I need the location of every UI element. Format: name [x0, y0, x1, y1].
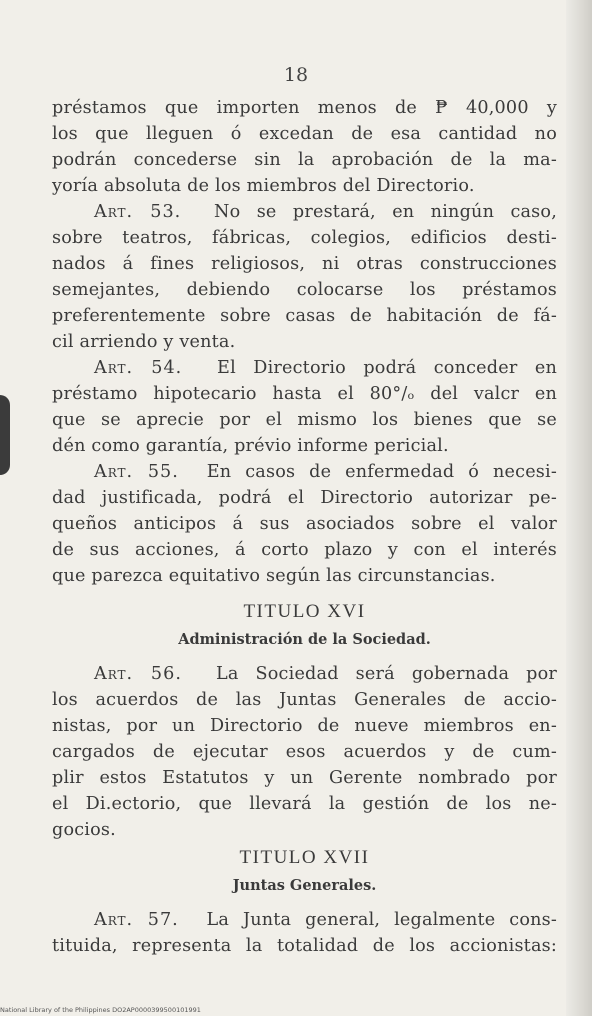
article-text: La Sociedad será gobernada por: [215, 664, 557, 684]
text-line: [52, 459, 557, 485]
article-53: [52, 199, 557, 355]
section-subtitle: Juntas Generales.: [232, 877, 377, 894]
text-line: dad justificada, podrá el Directorio autorizar pe-: [52, 488, 557, 508]
text-line: préstamos que importen menos de ₱ 40,000 y: [52, 98, 557, 118]
text-line: que parezca equitativo según las circunstancias.: [52, 566, 496, 586]
article-text: El Directorio podrá conceder en: [217, 358, 557, 378]
article-label: Art. 55.: [94, 462, 179, 482]
text-line: [52, 661, 557, 687]
document-body: [52, 95, 557, 959]
spacer: [52, 653, 557, 661]
text-line: sobre teatros, fábricas, colegios, edificios desti-: [52, 228, 557, 248]
section-title: TITULO XVII: [239, 847, 370, 868]
text-line: gocios.: [52, 820, 116, 840]
text-line: [52, 355, 557, 381]
article-text: En casos de enfermedad ó necesi-: [206, 462, 558, 482]
text-line: tituida, representa la totalidad de los accionistas:: [52, 936, 557, 956]
text-line: nistas, por un Directorio de nueve miembros en-: [52, 716, 557, 736]
text-line: que se aprecie por el mismo los bienes que se: [52, 410, 557, 430]
text-line: dén como garantía, prévio informe pericial.: [52, 436, 449, 456]
text-line: preferentemente sobre casas de habitación de fá-: [52, 306, 557, 326]
page-number: 18: [283, 64, 309, 86]
section-title: TITULO XVI: [243, 601, 366, 622]
article-text: No se prestará, en ningún caso,: [213, 202, 558, 222]
library-footer: National Library of the Philippines DO2AP0000399500101991: [0, 1006, 201, 1014]
text-line: yoría absoluta de los miembros del Directorio.: [52, 176, 475, 196]
spacer: [52, 899, 557, 907]
article-label: Art. 54.: [94, 358, 183, 378]
text-line: queños anticipos á sus asociados sobre el valor: [52, 514, 557, 534]
text-line: cil arriendo y venta.: [52, 332, 236, 352]
article-text: La Junta general, legalmente cons-: [206, 910, 558, 930]
text-line: de sus acciones, á corto plazo y con el interés: [52, 540, 557, 560]
text-line: el Di.ectorio, que llevará la gestión de los ne-: [52, 794, 557, 814]
article-label: Art. 56.: [94, 664, 182, 684]
text-line: cargados de ejecutar esos acuerdos y de cum-: [52, 742, 557, 762]
article-57: [52, 907, 557, 959]
text-line: podrán concederse sin la aprobación de la ma-: [52, 150, 557, 170]
text-line: [52, 907, 557, 933]
article-label: Art. 53.: [94, 202, 182, 222]
text-line: los acuerdos de las Juntas Generales de accio-: [52, 690, 557, 710]
article-55: [52, 459, 557, 589]
text-line: nados á fines religiosos, ni otras construcciones: [52, 254, 557, 274]
text-line: préstamo hipotecario hasta el 80°/ₒ del valcr en: [52, 384, 557, 404]
page-edge-shadow: [566, 0, 592, 1016]
binding-mark: [0, 395, 10, 475]
text-line: plir estos Estatutos y un Gerente nombrado por: [52, 768, 557, 788]
section-subtitle: Administración de la Sociedad.: [178, 631, 431, 648]
text-line: los que lleguen ó excedan de esa cantidad no: [52, 124, 557, 144]
text-line: semejantes, debiendo colocarse los préstamos: [52, 280, 557, 300]
paragraph-intro: [52, 95, 557, 199]
text-line: [52, 199, 557, 225]
article-56: [52, 661, 557, 843]
article-label: Art. 57.: [94, 910, 179, 930]
article-54: [52, 355, 557, 459]
spacer: [52, 589, 557, 597]
